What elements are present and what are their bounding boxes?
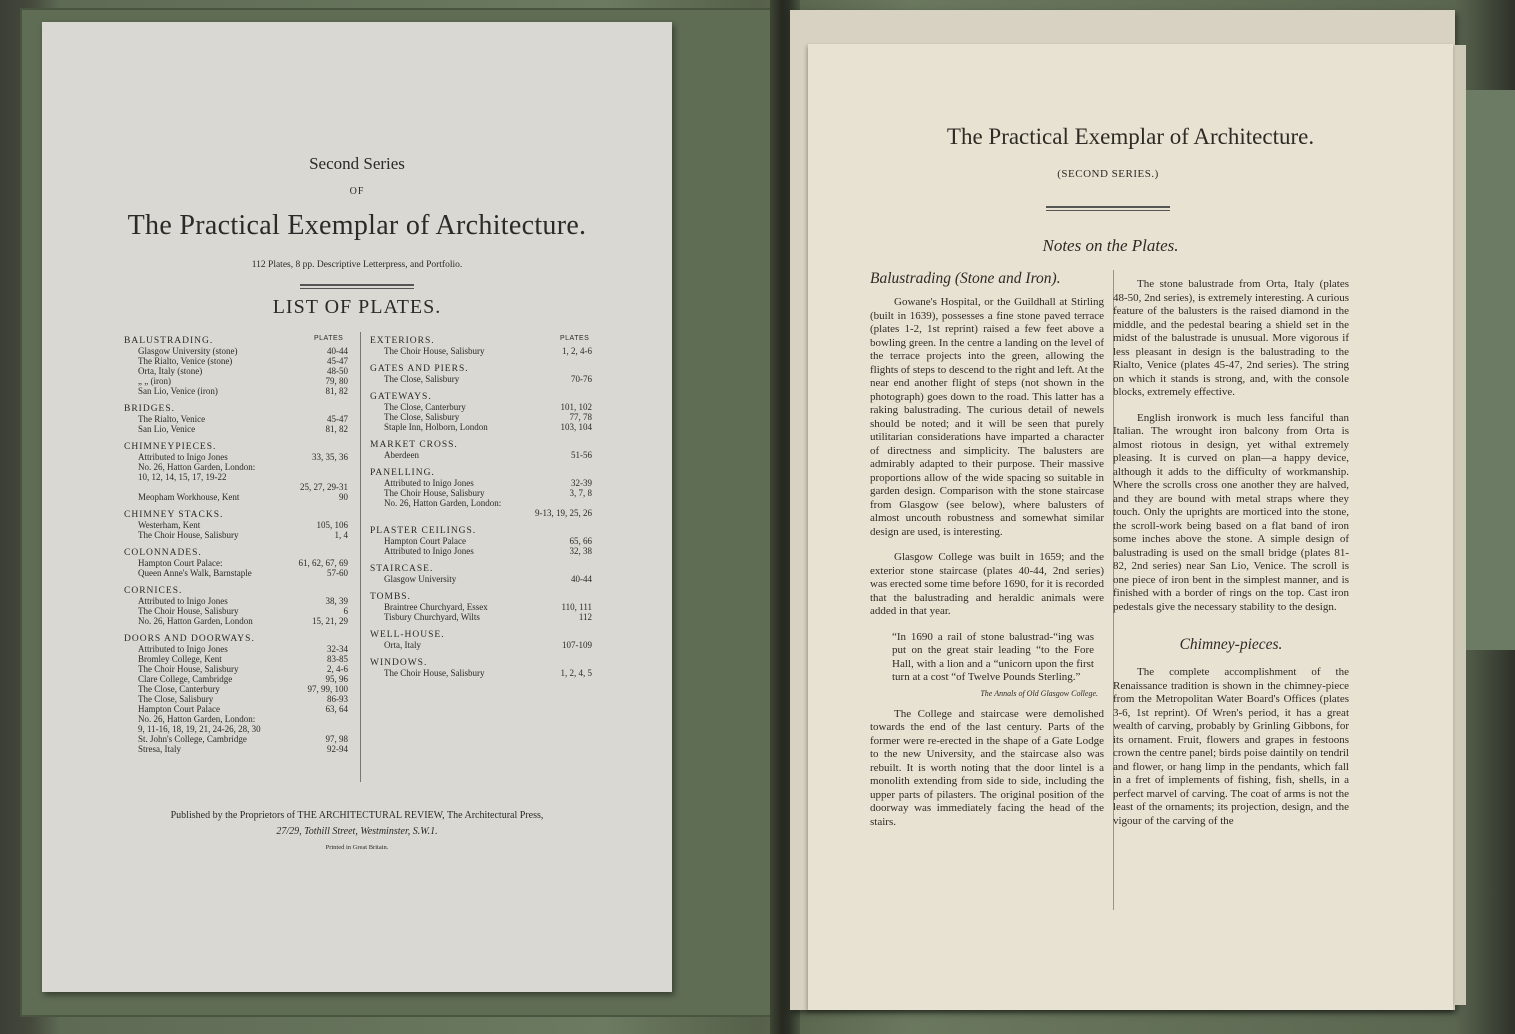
quote-source: The Annals of Old Glasgow College. bbox=[980, 688, 1098, 698]
plate-numbers: 97, 99, 100 bbox=[307, 684, 348, 694]
plates-entry bbox=[370, 668, 592, 678]
plate-location: Attributed to Inigo Jones bbox=[138, 596, 228, 606]
plate-location: Glasgow University bbox=[384, 574, 457, 584]
plate-location: The Choir House, Salisbury bbox=[138, 530, 239, 540]
plates-entry bbox=[124, 724, 348, 734]
plate-location: No. 26, Hatton Garden, London bbox=[138, 616, 253, 626]
sheet-title: The Practical Exemplar of Architecture. bbox=[127, 210, 587, 241]
plate-location: 10, 12, 14, 15, 17, 19-22 bbox=[138, 472, 227, 482]
plate-location: Hampton Court Palace bbox=[138, 704, 220, 714]
plate-numbers: 2, 4-6 bbox=[327, 664, 348, 674]
notes-column-1 bbox=[870, 270, 1104, 829]
plate-numbers: 25, 27, 29-31 bbox=[300, 482, 348, 492]
list-of-plates-sheet bbox=[42, 22, 672, 992]
plate-location: Staple Inn, Holborn, London bbox=[384, 422, 488, 432]
publisher-line: Published by the Proprietors of THE ARCHITECTURAL REVIEW, The Architectural Press, bbox=[170, 810, 544, 821]
paragraph-glasgow: Glasgow College was built in 1659; and the exterior stone staircase (plates 40-44, 2nd series) was erected some time before 1690, for it is recorded that the balustrading and heraldic animals were added in that year. bbox=[870, 551, 1104, 617]
plate-location: Orta, Italy (stone) bbox=[138, 366, 203, 376]
plates-entry bbox=[124, 530, 348, 540]
plates-entry bbox=[124, 482, 348, 492]
plates-entry bbox=[124, 664, 348, 674]
plates-entry bbox=[124, 520, 348, 530]
plates-section-heading: DOORS AND DOORWAYS. bbox=[124, 634, 255, 644]
plate-numbers: 65, 66 bbox=[569, 536, 592, 546]
publisher-address: 27/29, Tothill Street, Westminster, S.W.1. bbox=[276, 826, 438, 837]
plate-location: No. 26, Hatton Garden, London: bbox=[138, 714, 256, 724]
plate-location: San Lio, Venice bbox=[138, 424, 196, 434]
plates-label-left: PLATES bbox=[314, 335, 344, 342]
plates-entry bbox=[124, 346, 348, 356]
plate-numbers: 9-13, 19, 25, 26 bbox=[535, 508, 592, 518]
plate-location: Glasgow University (stone) bbox=[138, 346, 238, 356]
plates-entry bbox=[124, 744, 348, 754]
plates-entry bbox=[370, 498, 592, 508]
plates-entry bbox=[124, 704, 348, 714]
plates-section-heading: CHIMNEYPIECES. bbox=[124, 442, 217, 452]
notes-rule bbox=[1046, 206, 1170, 211]
plates-entry bbox=[124, 452, 348, 462]
plates-entry bbox=[124, 654, 348, 664]
plates-entry bbox=[124, 472, 348, 482]
plate-location: The Close, Canterbury bbox=[384, 402, 466, 412]
plate-numbers: 97, 98 bbox=[325, 734, 348, 744]
plate-location: Hampton Court Palace bbox=[384, 536, 466, 546]
plate-numbers: 32-34 bbox=[327, 644, 348, 654]
plate-numbers: 107-109 bbox=[562, 640, 592, 650]
plate-location: „ „ (iron) bbox=[138, 376, 171, 386]
notes-series: (SECOND SERIES.) bbox=[1057, 168, 1159, 180]
plate-numbers bbox=[342, 462, 348, 472]
plate-numbers: 1, 2, 4, 5 bbox=[560, 668, 592, 678]
plate-location: The Close, Salisbury bbox=[384, 412, 460, 422]
plates-section-heading: GATES AND PIERS. bbox=[370, 364, 469, 374]
plate-numbers: 70-76 bbox=[571, 374, 592, 384]
plate-numbers: 40-44 bbox=[327, 346, 348, 356]
plate-numbers: 81, 82 bbox=[325, 386, 348, 396]
plates-entry bbox=[370, 412, 592, 422]
plate-numbers: 38, 39 bbox=[325, 596, 348, 606]
of-line: OF bbox=[349, 186, 365, 197]
plate-numbers: 90 bbox=[339, 492, 348, 502]
notes-heading: Notes on the Plates. bbox=[1042, 236, 1179, 255]
paragraph-college: The College and staircase were demolished towards the end of the last century. Parts of the former were re-erected in the shape of a Gate Lodge to the new University, and the staircase also was rebuilt. It is worth noting that the door lintel is a monolith extending from side to side, including the upper parts of pilasters. The original position of the doorway was immediately facing the head of the stairs. bbox=[870, 707, 1104, 828]
plate-location: Attributed to Inigo Jones bbox=[384, 546, 474, 556]
plate-location: The Choir House, Salisbury bbox=[384, 668, 485, 678]
plate-numbers: 40-44 bbox=[571, 574, 592, 584]
plates-entry bbox=[124, 462, 348, 472]
list-heading: LIST OF PLATES. bbox=[272, 296, 442, 318]
plate-numbers: 83-85 bbox=[327, 654, 348, 664]
plate-numbers: 95, 96 bbox=[325, 674, 348, 684]
plate-location: Attributed to Inigo Jones bbox=[138, 452, 228, 462]
plates-section-heading: GATEWAYS. bbox=[370, 392, 432, 402]
plates-entry bbox=[124, 568, 348, 578]
plate-location: San Lio, Venice (iron) bbox=[138, 386, 218, 396]
plate-numbers: 33, 35, 36 bbox=[312, 452, 348, 462]
plates-section-heading: TOMBS. bbox=[370, 592, 411, 602]
plates-section-heading: CHIMNEY STACKS. bbox=[124, 510, 224, 520]
plate-location: Stresa, Italy bbox=[138, 744, 181, 754]
plates-section-heading: BALUSTRADING. bbox=[124, 336, 214, 346]
plate-numbers: 32, 38 bbox=[569, 546, 592, 556]
plates-label-right: PLATES bbox=[560, 335, 590, 342]
paragraph-ironwork: English ironwork is much less fanciful than Italian. The wrought iron balcony from Orta is almost riotous in design, yet withal extremely pleasing. It is curved on plan—a happy device, although it adds to the difficulty of workmanship. Where the scrolls cross one another they are halved, and they are bound with metal straps where they touch. Only the uprights are morticed into the stone, the scroll-work being based on a flat band of iron some inches above the stone. A simple design of balustrading is used on the small bridge (plates 81-82, 2nd series) near San Lio, Venice. The scroll is one piece of iron bent in the simplest manner, and is finished with a border of rings on the top. Cast iron pedestals give the necessary stability to the design. bbox=[1113, 411, 1349, 613]
plates-section-heading: PANELLING. bbox=[370, 468, 435, 478]
plates-section-heading: PLASTER CEILINGS. bbox=[370, 526, 477, 536]
plate-location: The Close, Canterbury bbox=[138, 684, 220, 694]
plates-entry bbox=[124, 366, 348, 376]
plate-numbers: 57-60 bbox=[327, 568, 348, 578]
plates-entry bbox=[124, 558, 348, 568]
plate-location: Westerham, Kent bbox=[138, 520, 201, 530]
plate-numbers: 15, 21, 29 bbox=[312, 616, 348, 626]
plates-section-heading: CORNICES. bbox=[124, 586, 183, 596]
plates-entry bbox=[370, 536, 592, 546]
plate-numbers bbox=[342, 714, 348, 724]
plates-entry bbox=[124, 424, 348, 434]
plates-entry bbox=[370, 640, 592, 650]
column-divider bbox=[360, 332, 361, 782]
plates-entry bbox=[124, 714, 348, 724]
plate-numbers: 110, 111 bbox=[561, 602, 592, 612]
plate-numbers: 61, 62, 67, 69 bbox=[298, 558, 348, 568]
plates-entry bbox=[124, 414, 348, 424]
plate-numbers: 45-47 bbox=[327, 414, 348, 424]
plate-location: The Rialto, Venice (stone) bbox=[138, 356, 233, 366]
plate-numbers: 32-39 bbox=[571, 478, 592, 488]
plates-section-heading: COLONNADES. bbox=[124, 548, 202, 558]
plate-location: Hampton Court Palace: bbox=[138, 558, 223, 568]
plates-entry bbox=[124, 694, 348, 704]
plate-location: Bromley College, Kent bbox=[138, 654, 222, 664]
sheet-subtitle: 112 Plates, 8 pp. Descriptive Letterpress, and Portfolio. bbox=[251, 260, 463, 270]
plates-section-heading: STAIRCASE. bbox=[370, 564, 434, 574]
plates-entry bbox=[124, 596, 348, 606]
plates-entry bbox=[124, 684, 348, 694]
plates-entry bbox=[370, 508, 592, 518]
plate-location: The Close, Salisbury bbox=[384, 374, 460, 384]
plates-entry bbox=[370, 374, 592, 384]
plate-location: The Choir House, Salisbury bbox=[138, 664, 239, 674]
plate-location: Tisbury Churchyard, Wilts bbox=[384, 612, 480, 622]
plate-numbers: 3, 7, 8 bbox=[569, 488, 592, 498]
plate-location: The Close, Salisbury bbox=[138, 694, 214, 704]
plate-location: No. 26, Hatton Garden, London: bbox=[384, 498, 502, 508]
plates-list-left-column bbox=[124, 336, 348, 754]
plates-entry bbox=[370, 546, 592, 556]
plate-numbers bbox=[586, 498, 592, 508]
notes-on-plates-sheet bbox=[808, 44, 1453, 1010]
plate-numbers: 1, 2, 4-6 bbox=[562, 346, 592, 356]
plates-entry bbox=[370, 450, 592, 460]
plate-numbers: 51-56 bbox=[571, 450, 592, 460]
title-rule bbox=[300, 284, 414, 289]
plate-numbers: 112 bbox=[578, 612, 592, 622]
plates-entry bbox=[370, 346, 592, 356]
plates-list-right-column bbox=[370, 336, 592, 678]
plate-location: Meopham Workhouse, Kent bbox=[138, 492, 240, 502]
plate-location: Attributed to Inigo Jones bbox=[138, 644, 228, 654]
plate-numbers: 48-50 bbox=[327, 366, 348, 376]
plates-section-heading: BRIDGES. bbox=[124, 404, 176, 414]
plate-location: Queen Anne's Walk, Barnstaple bbox=[138, 568, 252, 578]
plate-numbers: 79, 80 bbox=[325, 376, 348, 386]
plates-entry bbox=[370, 488, 592, 498]
plate-numbers: 92-94 bbox=[327, 744, 348, 754]
plate-location: Attributed to Inigo Jones bbox=[384, 478, 474, 488]
plate-numbers: 103, 104 bbox=[560, 422, 592, 432]
plate-numbers: 1, 4 bbox=[334, 530, 348, 540]
plates-entry bbox=[370, 612, 592, 622]
plate-location: The Choir House, Salisbury bbox=[384, 488, 485, 498]
plate-location: The Choir House, Salisbury bbox=[138, 606, 239, 616]
notes-title: The Practical Exemplar of Architecture. bbox=[946, 124, 1315, 149]
plates-entry bbox=[124, 492, 348, 502]
plate-numbers: 63, 64 bbox=[325, 704, 348, 714]
plates-entry bbox=[124, 356, 348, 366]
plates-section-heading: WELL-HOUSE. bbox=[370, 630, 445, 640]
plates-entry bbox=[124, 606, 348, 616]
section-heading-chimneypieces: Chimney-pieces. bbox=[1179, 636, 1283, 653]
plate-numbers: 45-47 bbox=[327, 356, 348, 366]
plate-numbers: 6 bbox=[343, 606, 348, 616]
plates-entry bbox=[124, 644, 348, 654]
paragraph-orta: The stone balustrade from Orta, Italy (plates 48-50, 2nd series), is extremely interesting. A curious feature of the balusters is the raised diamond in the middle, and the pedestal bearing a shield set in the midst of the balustrade is unusual. More vigorous if less pleasant in design is the balustrading to the Rialto, Venice (plates 45-47, 2nd series). The string on which it stands is strong, and, with the console blocks, extremely effective. bbox=[1113, 278, 1349, 398]
plate-location: Clare College, Cambridge bbox=[138, 674, 233, 684]
plate-location: Orta, Italy bbox=[384, 640, 421, 650]
paragraph-stirling: Gowane's Hospital, or the Guildhall at Stirling (built in 1639), possesses a fine stone paved terrace (plates 1-2, 1st reprint) raised a few feet above a bowling green. In the centre a landing on the level of the terrace projects into the green, allowing the flights of steps to descend to the right and left. At the near end another flight of steps (not shown in the photograph) goes down to the road. This latter has a raking balustrading. The curious detail of newels should be noted; and it will be seen that purely utilitarian considerations have imparted a character of directness and simplicity. The balusters are admirably adapted to their purpose. Their massive proportions allow of the wide spacing so suitable in garden design. Comparison with the stone staircase from Glasgow (see below), where balusters of almost uncouth robustness and somewhat similar design are used, is interesting. bbox=[870, 296, 1104, 538]
plate-numbers bbox=[342, 724, 348, 734]
plate-numbers: 105, 106 bbox=[316, 520, 348, 530]
plates-section-heading: MARKET CROSS. bbox=[370, 440, 458, 450]
paragraph-chimneypiece: The complete accomplishment of the Renaissance tradition is shown in the chimney-piece from the Metropolitan Water Board's Offices (plates 3-6, 1st reprint). Of Wren's period, it has a great wealth of carving, probably by Grinling Gibbons, for its ornament. Fruit, flowers and grapes in festoons crown the centre panel; birds poise daintily on tendril and flower, or hang limp in the pendants, which fall in a fret of implements of fishing, fish, shells, in a perfect marvel of carving. The coat of arms is not the least of the ornaments; its projection, design, and the vigour of the carving of the bbox=[1113, 666, 1349, 827]
plates-entry bbox=[370, 402, 592, 412]
plate-location: 9, 11-16, 18, 19, 21, 24-26, 28, 30 bbox=[138, 724, 261, 734]
plate-location: The Rialto, Venice bbox=[138, 414, 206, 424]
plates-entry bbox=[124, 376, 348, 386]
plates-entry bbox=[370, 574, 592, 584]
plate-location: St. John's College, Cambridge bbox=[138, 734, 247, 744]
plate-numbers: 77, 78 bbox=[569, 412, 592, 422]
plate-numbers: 101, 102 bbox=[560, 402, 592, 412]
plates-entry bbox=[370, 422, 592, 432]
plates-section-heading: WINDOWS. bbox=[370, 658, 428, 668]
notes-column-2 bbox=[1113, 278, 1349, 828]
plates-section-heading: EXTERIORS. bbox=[370, 336, 435, 346]
plates-entry bbox=[124, 734, 348, 744]
plates-entry bbox=[124, 674, 348, 684]
plate-location: Braintree Churchyard, Essex bbox=[384, 602, 488, 612]
plate-location: The Choir House, Salisbury bbox=[384, 346, 485, 356]
plates-entry bbox=[124, 616, 348, 626]
plates-entry bbox=[370, 602, 592, 612]
plate-numbers: 81, 82 bbox=[325, 424, 348, 434]
plate-location: No. 26, Hatton Garden, London: bbox=[138, 462, 256, 472]
plate-numbers bbox=[342, 472, 348, 482]
plate-location: Aberdeen bbox=[384, 450, 419, 460]
quote-text: “In 1690 a rail of stone balustrad-“ing was put on the great stair leading “to the Fore Hall, with a lion and a “unicorn upon the first turn at a cost “of Twelve Pounds Sterling.” bbox=[892, 630, 1094, 683]
plates-entry bbox=[370, 478, 592, 488]
section-heading-balustrading: Balustrading (Stone and Iron). bbox=[870, 270, 1061, 287]
series-line: Second Series bbox=[309, 154, 405, 173]
plates-entry bbox=[124, 386, 348, 396]
printed-line: Printed in Great Britain. bbox=[325, 844, 389, 851]
plate-numbers: 86-93 bbox=[327, 694, 348, 704]
